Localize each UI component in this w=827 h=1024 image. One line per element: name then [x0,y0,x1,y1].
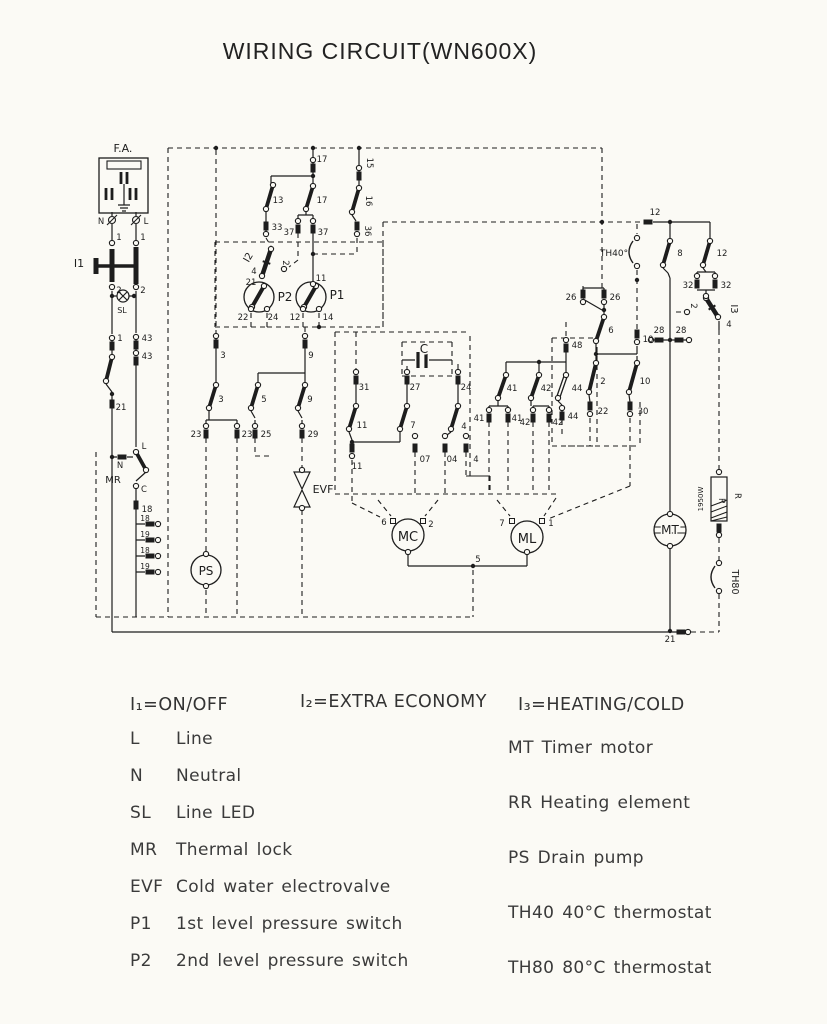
legend-abbr: MT [508,738,534,758]
legend-desc: Cold water electrovalve [176,877,391,897]
legend-desc: 80°C thermostat [562,958,712,978]
legend-abbr: N [130,766,144,786]
legend-item [130,766,242,786]
diagram-label: N [97,217,105,227]
diagram-label: 5 [475,555,481,565]
diagram-label: 37 [283,228,295,238]
diagram-label: 19 [140,562,150,571]
diagram-label: 28 [675,326,687,336]
legend-abbr: MR [130,840,158,860]
legend-desc: 40°C thermostat [562,903,712,923]
diagram-label: 43 [141,334,153,344]
legend-abbr: SL [130,803,152,823]
legend-abbr: TH80 [508,958,555,978]
diagram-label: 8 [677,249,683,259]
legend-item [130,729,213,749]
diagram-label: 41 [473,414,485,424]
diagram-label: 04 [446,455,458,465]
diagram-label: L [143,217,149,227]
diagram-label: 9 [307,395,313,405]
diagram-label: MR [105,475,121,486]
page-title: WIRING CIRCUIT(WN600X) [222,38,538,64]
diagram-label: 14 [322,313,334,323]
legend-abbr: PS [508,848,530,868]
diagram-label: 16 [363,195,373,207]
diagram-label: 2 [600,377,606,387]
diagram-label: 6 [608,326,614,336]
diagram-label: 32 [682,281,694,291]
diagram-label: 15 [364,157,374,169]
diagram-label: 5 [261,395,267,405]
diagram-label: I2 [241,250,256,265]
diagram-label: P1 [329,288,345,302]
diagram-label: 27 [409,383,421,393]
legend-abbr: P2 [130,951,152,971]
diagram-label: P2 [277,290,293,304]
diagram-label: 3 [220,351,226,361]
diagram-label: TH80 [729,569,740,595]
diagram-label: 44 [571,384,583,394]
diagram-label: 11 [356,421,368,431]
diagram-label: 21 [245,278,257,288]
diagram-label: 4 [251,267,257,277]
diagram-label: 12 [716,249,728,259]
diagram-label: 23 [190,430,202,440]
diagram-labels [74,142,742,645]
diagram-label: 13 [272,196,284,206]
diagram-label: 26 [565,293,577,303]
diagram-label: 17 [316,155,328,165]
diagram-label: 18 [141,505,153,515]
diagram-label: 11 [351,462,363,472]
diagram-label: 4 [473,455,479,465]
diagram-label: 37 [317,228,329,238]
diagram-label: N [116,461,124,471]
diagram-label: 10 [639,377,651,387]
diagram-label: 22 [237,313,249,323]
legend-desc: 1st level pressure switch [176,914,403,934]
legend-item [508,903,712,923]
diagram-label: 24 [460,383,472,393]
diagram-label: EVF [312,483,334,496]
diagram-label: 07 [419,455,431,465]
diagram-label: 42 [540,384,552,394]
diagram-label: 23 [241,430,253,440]
legend-abbr: RR [508,793,533,813]
diagram-label: 21 [115,403,127,413]
legend-item [508,848,644,868]
diagram-label: 4 [726,320,732,330]
legend-item [508,738,653,758]
diagram-label: 1 [140,233,146,243]
diagram-label: 48 [571,341,583,351]
diagram-label: 18 [140,546,150,555]
diagram-label: 17 [316,196,328,206]
legend-abbr: EVF [130,877,164,897]
diagram-label: 6 [381,518,387,528]
diagram-label: 3 [218,395,224,405]
diagram-label: 42 [519,418,531,428]
diagram-label: 1 [117,334,123,344]
diagram-label: 7 [410,421,416,431]
diagram-label: 9 [308,351,314,361]
diagram-label: 41 [506,384,518,394]
diagram-label: 1950W [697,486,705,512]
diagram-label: 7 [499,519,505,529]
diagram-label: 2 [688,303,698,309]
diagram-label: 2 [116,286,122,296]
diagram-label: 1 [548,519,554,529]
legend-switch-def: I₂=EXTRA ECONOMY [300,692,487,712]
diagram-label: 33 [271,223,283,233]
diagram-label: 12 [289,313,301,323]
diagram-label: 26 [609,293,621,303]
diagram-label: I3 [728,304,739,314]
diagram-label: 10 [642,335,654,345]
legend-item [130,840,293,860]
diagram-label: 25 [260,430,272,440]
diagram-label: 12 [649,208,661,218]
legend-switch-def: I₁=ON/OFF [130,695,229,715]
th40-thermostat [629,241,633,263]
diagram-label: 24 [267,313,279,323]
diagram-label: 28 [653,326,665,336]
diagram-label: 22 [597,407,609,417]
evf-valve-icon [294,472,310,507]
legend-desc: 2nd level pressure switch [176,951,409,971]
legend-abbr: TH40 [508,903,555,923]
legend-item [508,793,690,813]
diagram-label: 30 [637,407,649,417]
diagram-label: MC [397,530,419,545]
diagram-label: 29 [307,430,319,440]
legend-abbr: P1 [130,914,152,934]
diagram-label: L [141,442,147,452]
diagram-label: F.A. [113,142,133,155]
diagram-label: 18 [140,514,150,523]
legend-item [130,914,403,934]
legend-switch-def: I₃=HEATING/COLD [518,695,685,715]
diagram-label: R [732,493,742,499]
diagram-label: 32 [720,281,732,291]
legend-desc: Neutral [176,766,242,786]
diagram-label: 21 [664,635,676,645]
diagram-label: R [716,498,726,504]
diagram-label: I1 [73,257,85,270]
diagram-label: 4 [461,422,467,432]
i1-switch [96,247,136,284]
diagram-label: 42 [552,418,564,428]
diagram-label: ML [517,532,537,547]
diagram-label: 1 [116,233,122,243]
legend-desc: Line LED [176,803,256,823]
diagram-label: 19 [140,530,150,539]
diagram-label: MT [661,523,679,537]
diagram-label: 2 [428,520,434,530]
diagram-label: 44 [567,412,579,422]
th80-thermostat [711,566,715,588]
diagram-label: 31 [358,383,370,393]
diagram-label: 43 [141,352,153,362]
legend-item [130,951,409,971]
legend-desc: Timer motor [541,738,654,758]
legend-item [508,958,712,978]
diagram-label: TH40° [599,249,629,259]
legend-desc: Line [176,729,214,749]
legend-abbr: L [130,729,140,749]
diagram-label: 41 [511,414,523,424]
legend-desc: Heating element [540,793,691,813]
legend-item [130,803,255,823]
diagram-label: PS [198,564,214,578]
diagram-label: C [419,342,429,356]
legend-desc: Drain pump [537,848,644,868]
diagram-label: 2 [140,286,146,296]
legend-desc: Thermal lock [176,840,293,860]
diagram-label: SL [117,306,127,315]
diagram-label: 2 [280,260,290,266]
diagram-label: C [141,485,147,495]
diagram-label: 11 [315,274,327,284]
legend-item [130,877,391,897]
diagram-label: 36 [362,225,372,237]
